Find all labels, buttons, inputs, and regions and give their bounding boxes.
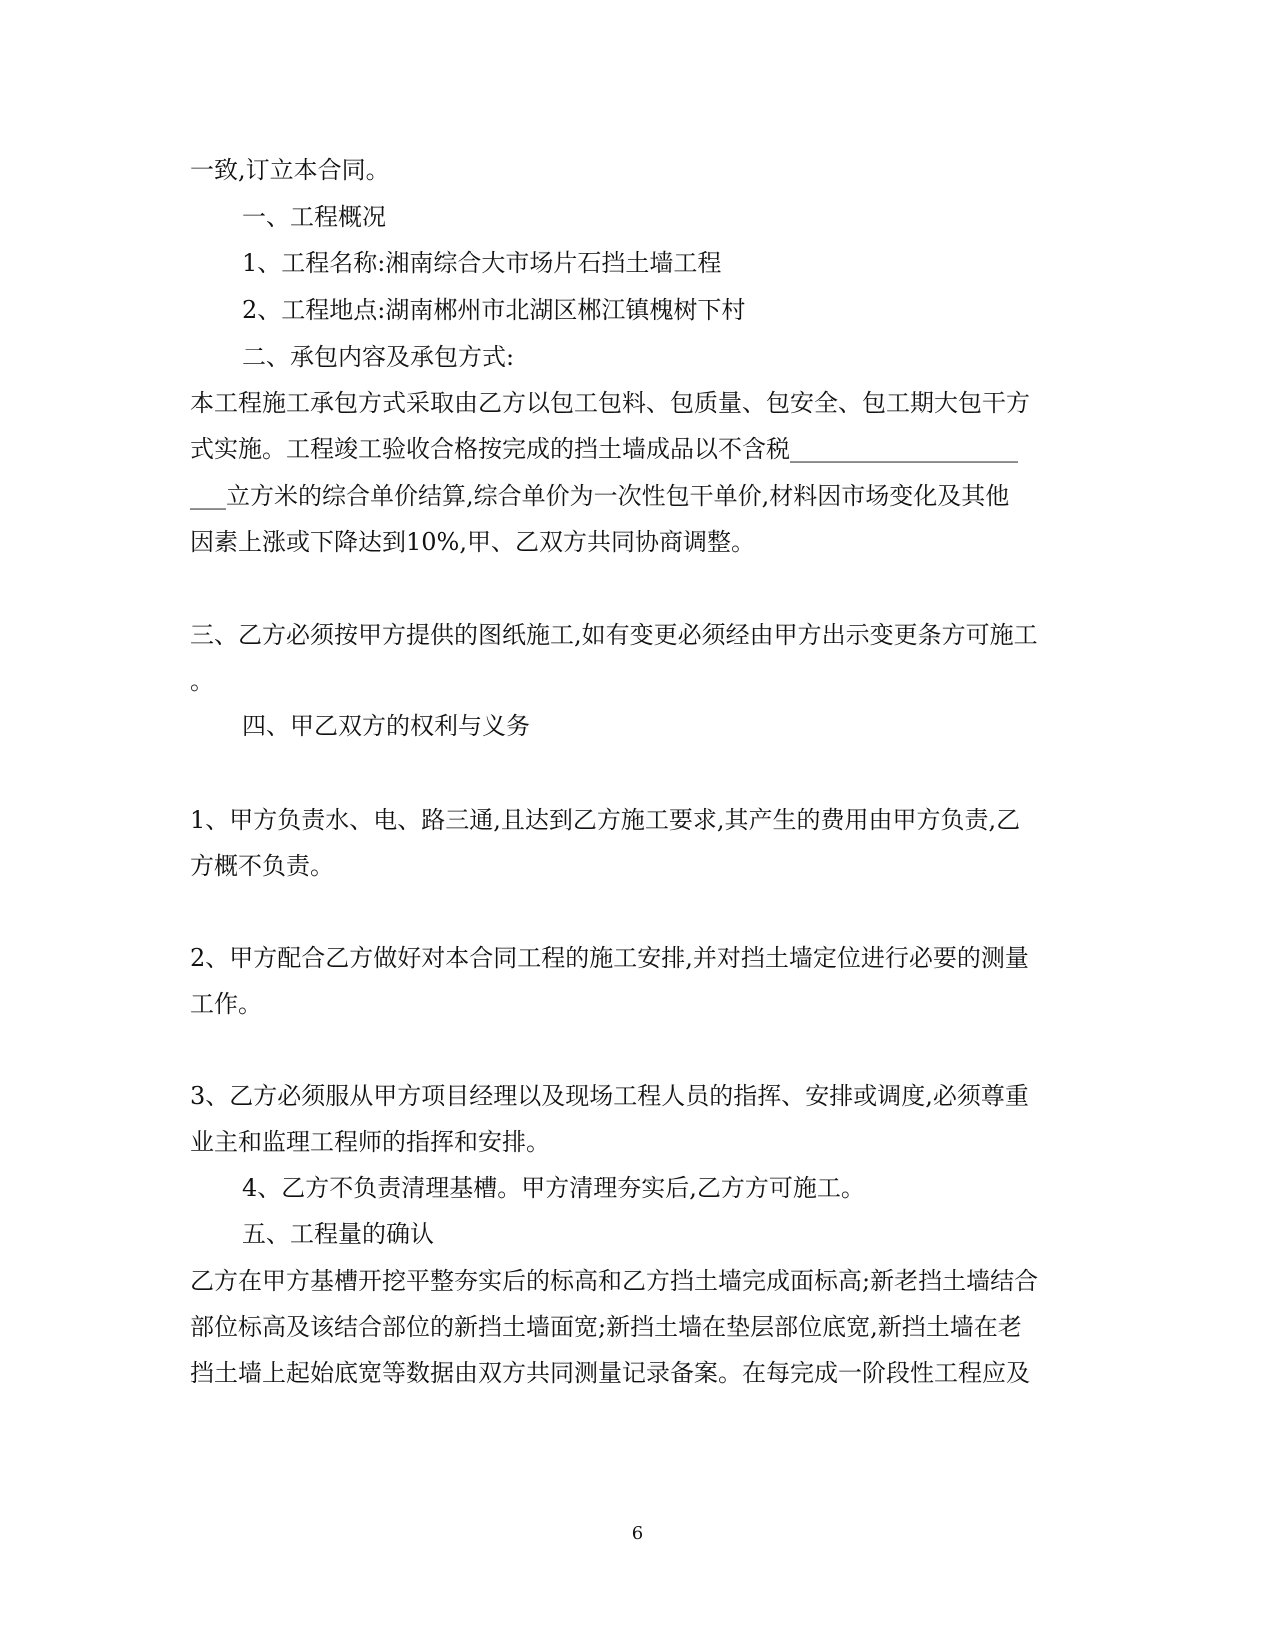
line-11: 。 — [190, 667, 214, 695]
heading-2: 二、承包内容及承包方式: — [242, 343, 515, 371]
line-17: 3、乙方必须服从甲方项目经理以及现场工程人员的指挥、安排或调度,必须尊重 — [190, 1082, 1029, 1110]
line-9: 因素上涨或下降达到10%,甲、乙双方共同协商调整。 — [190, 528, 755, 556]
line-3: 1、工程名称:湘南综合大市场片石挡土墙工程 — [242, 249, 722, 277]
page-number: 6 — [631, 1523, 644, 1544]
heading-5: 五、工程量的确认 — [242, 1220, 434, 1248]
line-16: 工作。 — [190, 990, 262, 1018]
line-14: 方概不负责。 — [190, 852, 334, 880]
line-1: 一致,订立本合同。 — [190, 156, 390, 184]
heading-4: 四、甲乙双方的权利与义务 — [242, 712, 530, 740]
line-19: 4、乙方不负责清理基槽。甲方清理夯实后,乙方方可施工。 — [242, 1174, 865, 1202]
line-23: 挡土墙上起始底宽等数据由双方共同测量记录备案。在每完成一阶段性工程应及 — [190, 1359, 1030, 1387]
line-7: 式实施。工程竣工验收合格按完成的挡土墙成品以不含税___________________ — [190, 435, 1018, 463]
line-4: 2、工程地点:湖南郴州市北湖区郴江镇槐树下村 — [242, 296, 746, 324]
line-22: 部位标高及该结合部位的新挡土墙面宽;新挡土墙在垫层部位底宽,新挡土墙在老 — [190, 1313, 1022, 1341]
heading-1: 一、工程概况 — [242, 203, 386, 231]
heading-3: 三、乙方必须按甲方提供的图纸施工,如有变更必须经由甲方出示变更条方可施工 — [190, 621, 1038, 649]
line-8: ___立方米的综合单价结算,综合单价为一次性包干单价,材料因市场变化及其他 — [190, 482, 1010, 510]
line-15: 2、甲方配合乙方做好对本合同工程的施工安排,并对挡土墙定位进行必要的测量 — [190, 944, 1029, 972]
line-6: 本工程施工承包方式采取由乙方以包工包料、包质量、包安全、包工期大包干方 — [190, 389, 1030, 417]
line-18: 业主和监理工程师的指挥和安排。 — [190, 1128, 550, 1156]
line-21: 乙方在甲方基槽开挖平整夯实后的标高和乙方挡土墙完成面标高;新老挡土墙结合 — [190, 1267, 1039, 1295]
line-13: 1、甲方负责水、电、路三通,且达到乙方施工要求,其产生的费用由甲方负责,乙 — [190, 806, 1021, 834]
